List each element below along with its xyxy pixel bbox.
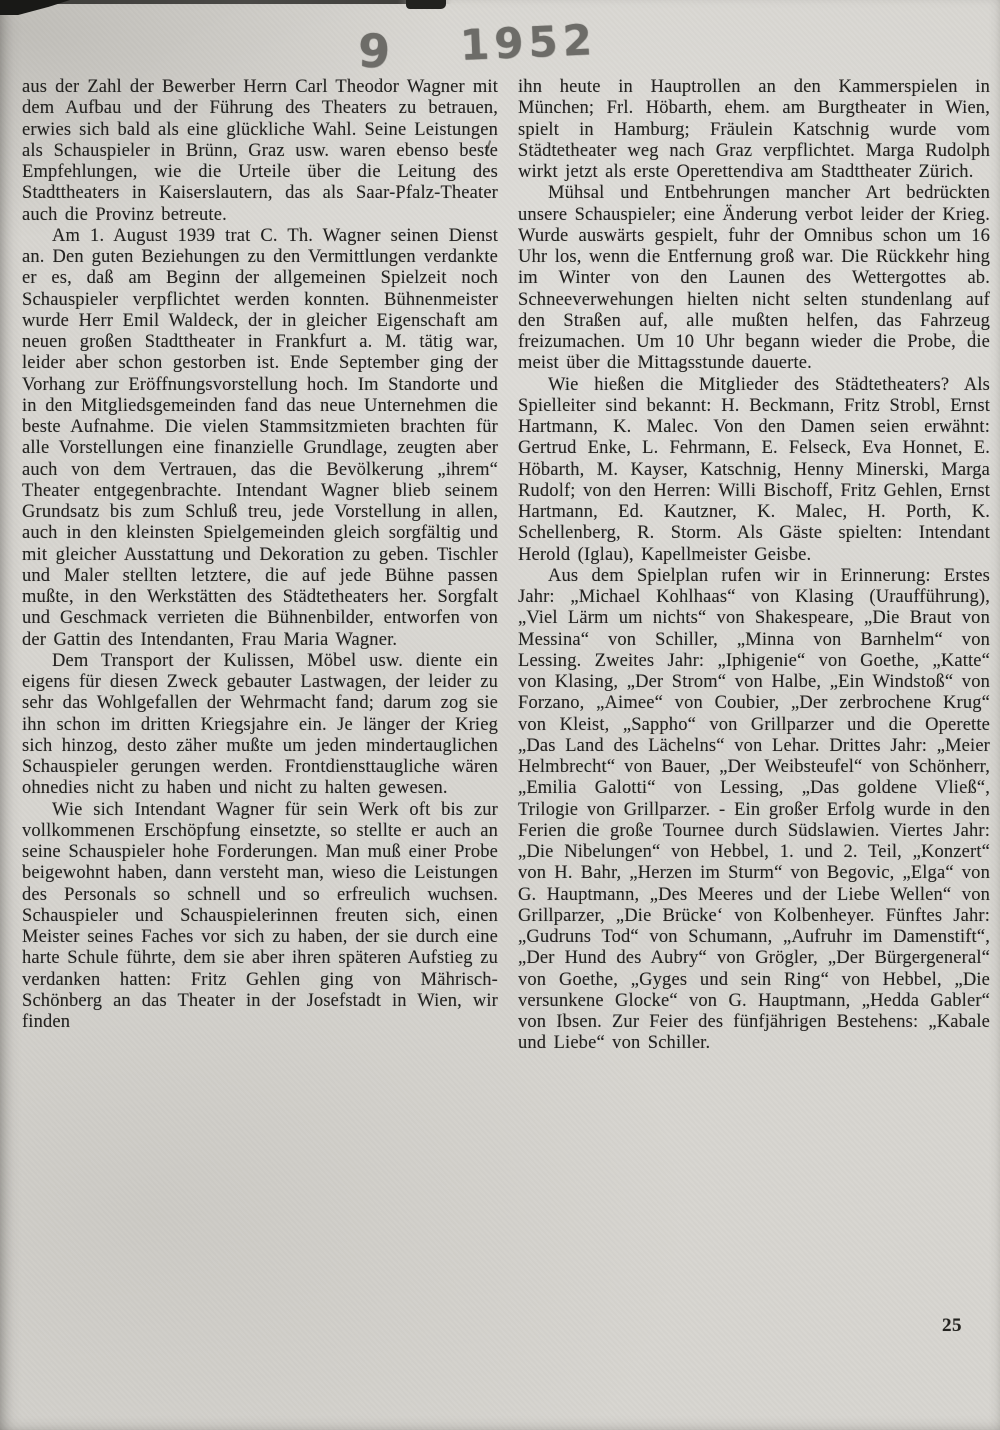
paragraph: Dem Transport der Kulissen, Möbel usw. diente ein eigens für diesen Zweck gebauter Lastwagen, der leider zu sehr das Wohlgefallen der Wehrmacht fand; darum zog sie ihn schon im dritten Kriegsjahre ein. Je länger der Krieg sich hinzog, desto zäher mußte um jeden mindertauglichen Schauspieler gerungen werden. Frontdiensttaugliche wären ohnedies nicht zu haben und nicht zu halten gewesen. bbox=[22, 650, 498, 799]
paragraph: Wie hießen die Mitglieder des Städtetheaters? Als Spielleiter sind bekannt: H. Beckmann, Fritz Strobl, Ernst Hartmann, K. Malec. Von den Damen seien erwähnt: Gertrud Enke, L. Fehrmann, E. Felseck, Eva Honnet, E. Höbarth, M. Kayser, Katschnig, Henny Minerski, Marga Rudolf; von den Herren: Willi Bischoff, Fritz Gehlen, Ernst Hartmann, Ed. Kautzner, K. Malec, H. Porth, K. Schellenberg, R. Storm. Als Gäste spielten: Intendant Herold (Iglau), Kapellmeister Geisbe. bbox=[518, 374, 990, 565]
paragraph: Wie sich Intendant Wagner für sein Werk oft bis zur vollkommenen Erschöpfung einsetzte, so stellte er auch an seine Schauspieler hohe Forderungen. Man muß einer Probe beigewohnt haben, dann versteht man, wieso die Leistungen des Personals so schnell und so erfreulich wuchsen. Schauspieler und Schauspielerinnen freuten sich, einen Meister seines Faches vor sich zu haben, der sie durch eine harte Schule führte, dem sie aber ihren späteren Aufstieg zu verdanken hatten: Fritz Gehlen ging von Mährisch-Schönberg an das Theater in der Josefstadt in Wien, wir finden bbox=[22, 799, 498, 1032]
right-column bbox=[518, 77, 990, 1055]
left-column bbox=[22, 77, 498, 1033]
scan-edge-blob bbox=[406, 0, 446, 9]
paragraph: Am 1. August 1939 trat C. Th. Wagner seinen Dienst an. Den guten Beziehungen zu den Vermittlungen verdankte er es, daß am Beginn der allgemeinen Spielzeit noch Schauspieler verpflichtet werden konnten. Bühnenmeister wurde Herr Emil Waldeck, der in gleicher Eigenschaft am neuen großen Stadttheater in Frankfurt a. M. tätig war, leider aber schon gestorben ist. Ende September ging der Vorhang zur Eröffnungsvorstellung hoch. Im Standorte und in den Mitgliedsgemeinden fand das neue Unternehmen die beste Aufnahme. Die vielen Stammsitzmieten brachten für alle Vorstellungen eine finanzielle Grundlage, zeugten aber auch von dem Vertrauen, das die Bevölkerung „ihrem“ Theater entgegenbrachte. Intendant Wagner blieb seinem Grundsatz bis zum Schluß treu, jede Vorstellung in allen, auch in den kleinsten Spielgemeinden gleich sorgfältig und mit gleicher Ausstattung und Dekoration zu geben. Tischler und Maler stellten letztere, die auf jede Bühne passen mußte, in den Werkstätten des Städtetheaters her. Sorgfalt und Geschmack verrieten die Bühnenbilder, entworfen von der Gattin des Intendanten, Frau Maria Wagner. bbox=[22, 225, 498, 650]
paragraph: ihn heute in Hauptrollen an den Kammerspielen in München; Frl. Höbarth, ehem. am Burgtheater in Wien, spielt in Hamburg; Fräulein Katschnig wurde vom Städtetheater weg nach Graz verpflichtet. Marga Rudolph wirkt jetzt als erste Operettendiva am Stadttheater Zürich. bbox=[518, 77, 990, 182]
stamp-year-1952: 1952 bbox=[459, 15, 598, 70]
paragraph: Aus dem Spielplan rufen wir in Erinnerung: Erstes Jahr: „Michael Kohlhaas“ von Klasing (Uraufführung), „Viel Lärm um nichts“ von Shakespeare, „Die Braut von Messina“ von Schiller, „Minna von Barnhelm“ von Lessing. Zweites Jahr: „Iphigenie“ von Goethe, „Katte“ von Klasing, „Der Strom“ von Halbe, „Ein Windstoß“ von Forzano, „Aimee“ von Coubier, „Der zerbrochene Krug“ von Kleist, „Sappho“ von Grillparzer und die Operette „Das Land des Lächelns“ von Lehar. Drittes Jahr: „Meier Helmbrecht“ von Bauer, „Der Weibsteufel“ von Schönherr, „Emilia Galotti“ von Lessing, „Das goldene Vließ“, Trilogie von Grillparzer. - Ein großer Erfolg wurde in den Ferien die große Tournee durch Südslawien. Viertes Jahr: „Die Nibelungen“ von Hebbel, 1. und 2. Teil, „Konzert“ von H. Bahr, „Herzen im Sturm“ von Begovic, „Elga“ von G. Hauptmann, „Des Meeres und der Liebe Wellen“ von Grillparzer, „Die Brücke‘ von Kolbenheyer. Fünftes Jahr: „Gudruns Tod“ von Schumann, „Aufruhr im Damenstift“, „Der Hund des Aubry“ von Grögler, „Der Bürgergeneral“ von Goethe, „Gyges und sein Ring“ von Hebbel, „Die versunkene Glocke“ von G. Hauptmann, „Hedda Gabler“ von Ibsen. Zur Feier des fünfjährigen Bestehens: „Kabale und Liebe“ von Schiller. bbox=[518, 565, 990, 1054]
page-number: 25 bbox=[942, 1315, 962, 1336]
paragraph: Mühsal und Entbehrungen mancher Art bedrückten unsere Schauspieler; eine Änderung verbot leider der Krieg. Wurde auswärts gespielt, fuhr der Omnibus schon um 16 Uhr los, wenn die Entfernung groß war. Die Rückkehr hing im Winter von den Launen des Wettergottes ab. Schneeverwehungen hielten nicht selten stundenlang auf den Straßen auf, alle mußten helfen, das Fahrzeug freizumachen. Um 10 Uhr begann wieder die Probe, die meist über die Mittagsstunde dauerte. bbox=[518, 183, 990, 374]
scan-corner-mark bbox=[0, 0, 70, 15]
paragraph: aus der Zahl der Bewerber Herrn Carl Theodor Wagner mit dem Aufbau und der Führung des Theaters zu betrauen, erwies sich bald als eine glückliche Wahl. Seine Leistungen als Schauspieler in Brünn, Graz usw. waren ebenso beste Empfehlungen, wie die Urteile über die Leitung des Stadttheaters in Kaiserslautern, das als Saar-Pfalz-Theater auch die Provinz betreute. bbox=[22, 77, 498, 225]
stamp-number: 9 bbox=[357, 23, 391, 79]
